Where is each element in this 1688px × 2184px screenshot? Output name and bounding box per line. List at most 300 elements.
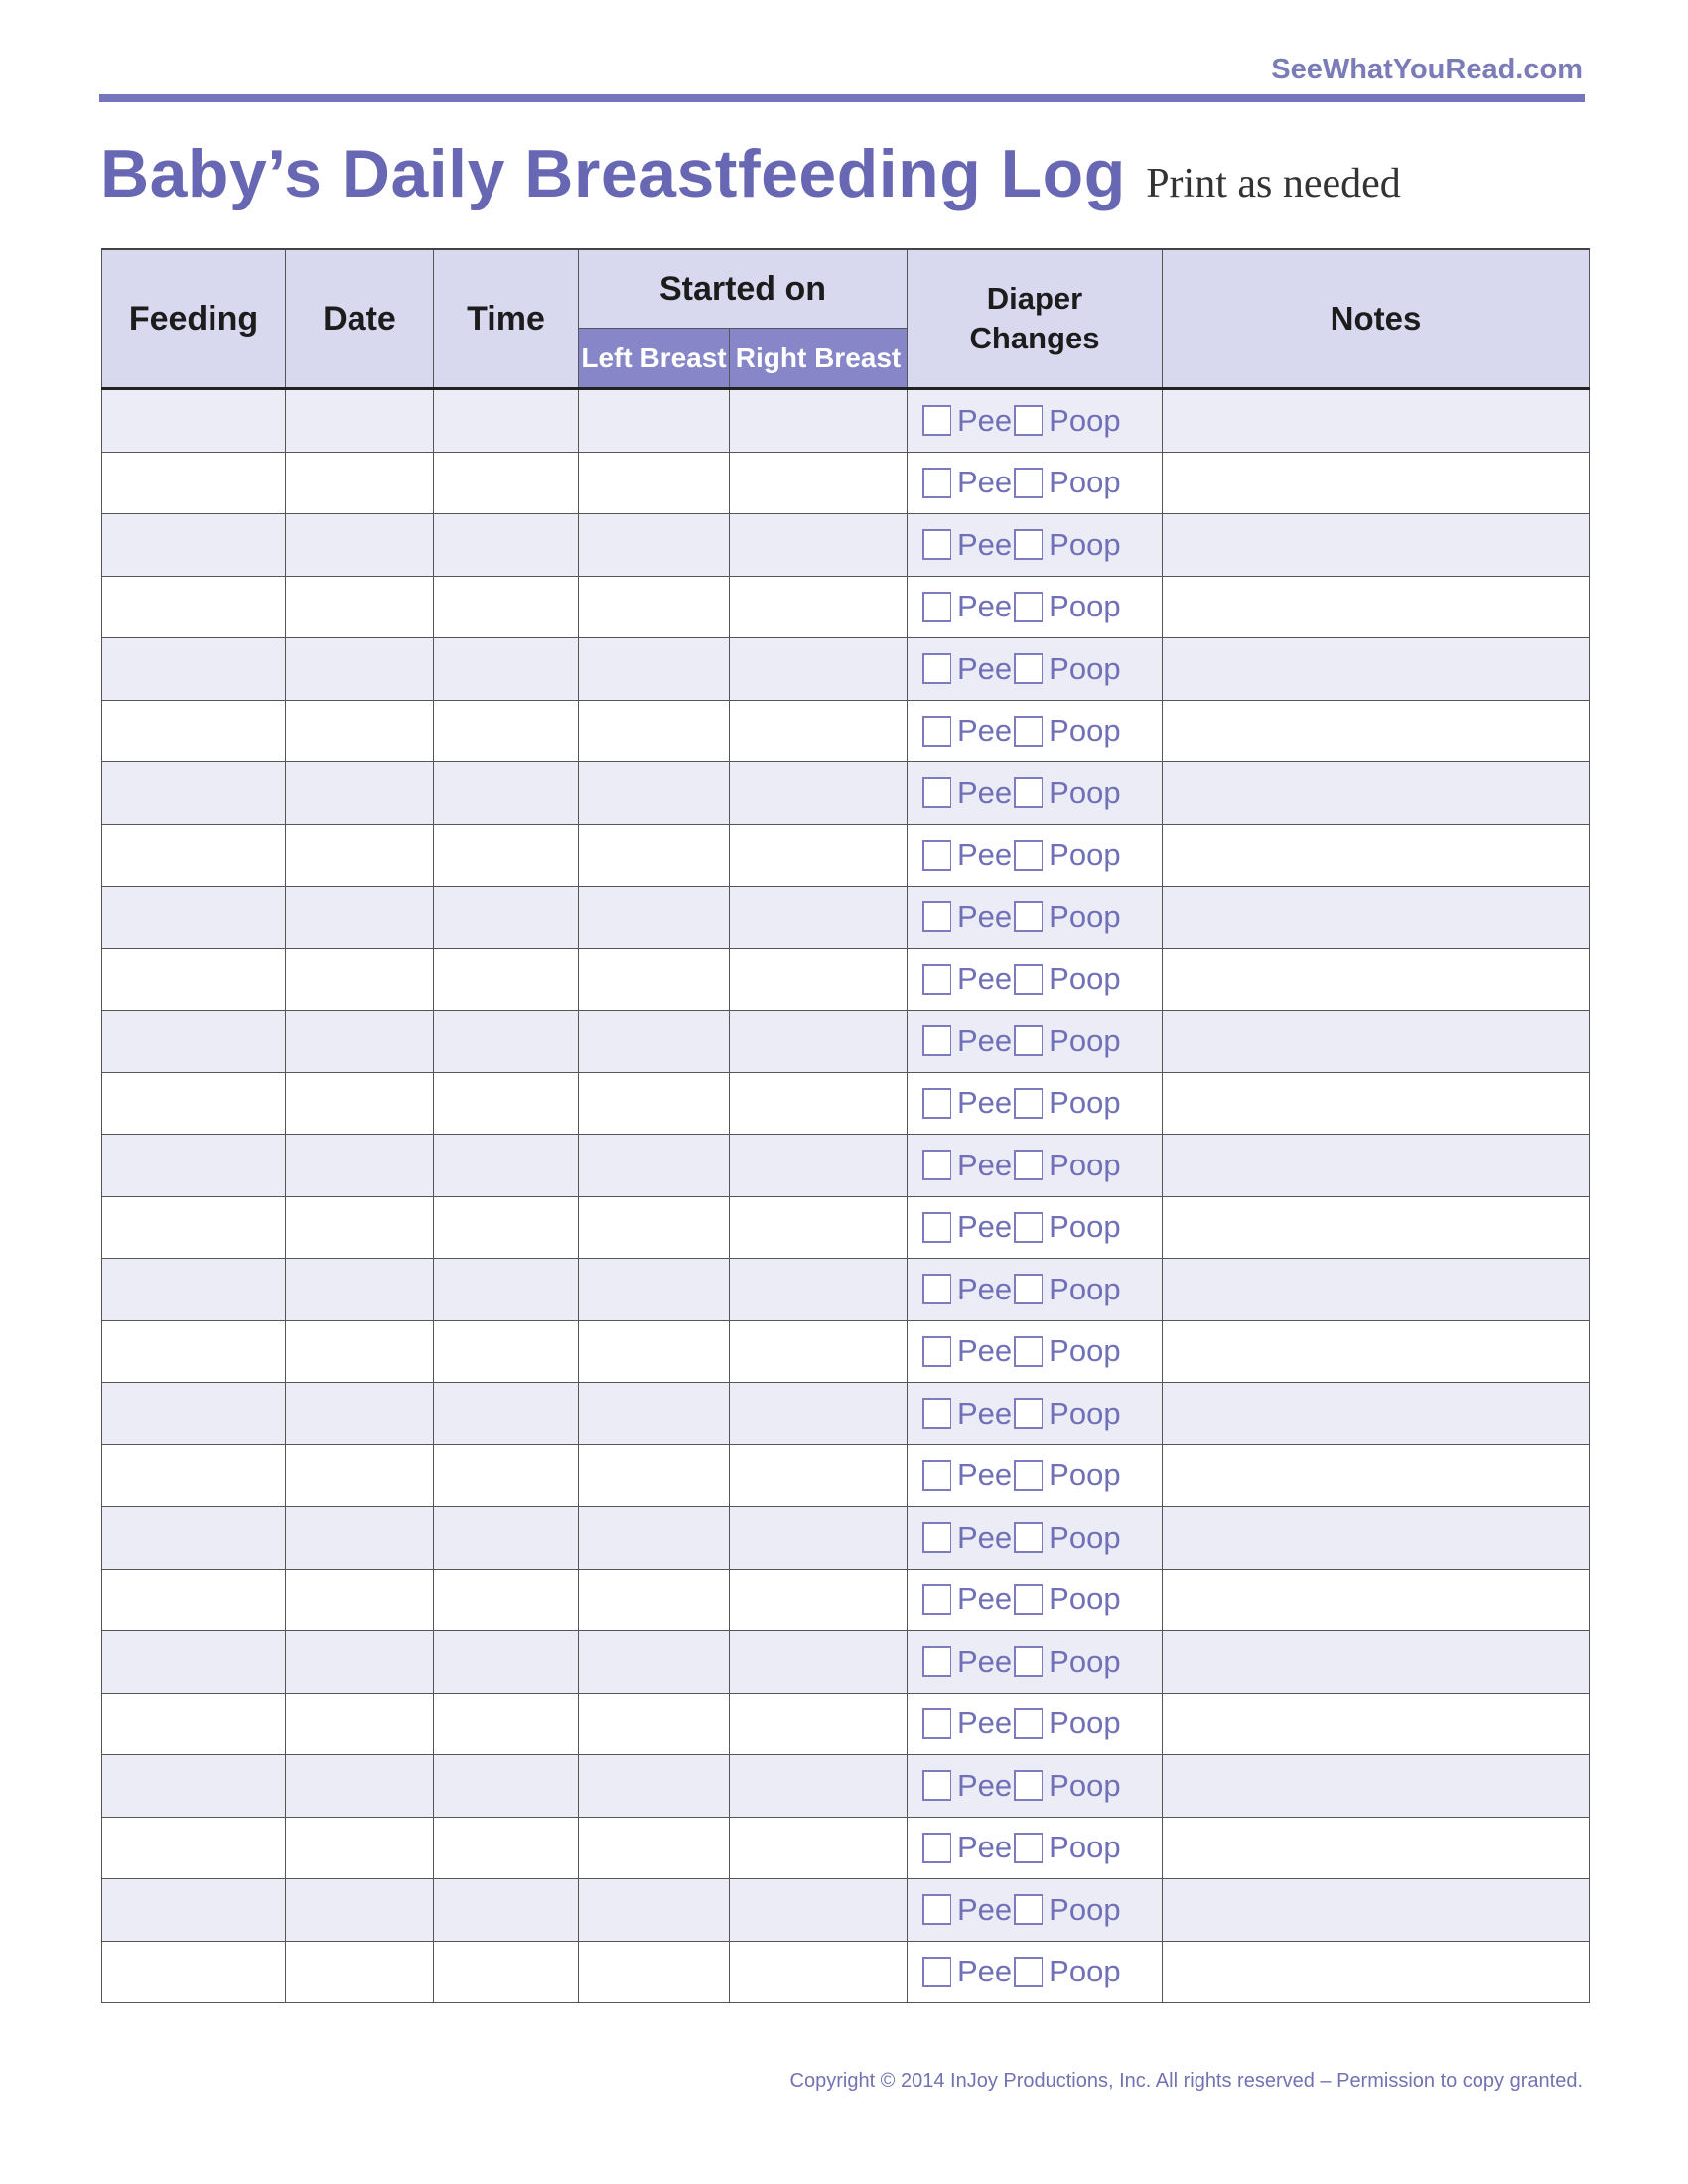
- feeding-cell[interactable]: [102, 452, 286, 514]
- left-breast-cell[interactable]: [579, 389, 730, 453]
- poop-label: Poop: [1049, 961, 1121, 997]
- table-row: [102, 514, 1590, 577]
- pee-checkbox[interactable]: [922, 653, 951, 684]
- poop-checkbox[interactable]: [1014, 1833, 1043, 1863]
- right-breast-cell[interactable]: [730, 1196, 908, 1259]
- table-row: [102, 1693, 1590, 1755]
- date-cell[interactable]: [286, 1444, 434, 1507]
- notes-cell[interactable]: [1163, 1941, 1590, 2003]
- site-url: SeeWhatYouRead.com: [1271, 54, 1583, 85]
- right-breast-cell[interactable]: [730, 638, 908, 701]
- left-breast-cell[interactable]: [579, 1817, 730, 1879]
- date-cell[interactable]: [286, 638, 434, 701]
- time-cell[interactable]: [434, 1259, 579, 1321]
- table-row: [102, 389, 1590, 453]
- pee-checkbox[interactable]: [922, 1522, 951, 1553]
- pee-label: Pee: [957, 465, 1013, 500]
- table-row: [102, 887, 1590, 949]
- table-row: [102, 700, 1590, 762]
- pee-checkbox[interactable]: [922, 1584, 951, 1615]
- date-cell[interactable]: [286, 824, 434, 887]
- notes-cell[interactable]: [1163, 1507, 1590, 1570]
- date-cell[interactable]: [286, 762, 434, 825]
- time-cell[interactable]: [434, 1941, 579, 2003]
- time-cell[interactable]: [434, 1507, 579, 1570]
- pee-checkbox[interactable]: [922, 1646, 951, 1677]
- poop-label: Poop: [1049, 1147, 1121, 1182]
- pee-checkbox[interactable]: [922, 1833, 951, 1863]
- right-breast-cell[interactable]: [730, 1631, 908, 1694]
- date-cell[interactable]: [286, 452, 434, 514]
- time-cell[interactable]: [434, 638, 579, 701]
- pee-label: Pee: [957, 1581, 1013, 1617]
- table-row: [102, 1444, 1590, 1507]
- pee-checkbox[interactable]: [922, 1025, 951, 1056]
- notes-cell[interactable]: [1163, 514, 1590, 577]
- poop-label: Poop: [1049, 774, 1121, 810]
- notes-cell[interactable]: [1163, 887, 1590, 949]
- diaper-changes-cell: [908, 1569, 1163, 1631]
- left-breast-cell[interactable]: [579, 1320, 730, 1383]
- column-header-time: Time: [434, 249, 579, 389]
- diaper-changes-cell: [908, 1631, 1163, 1694]
- feeding-cell[interactable]: [102, 1072, 286, 1135]
- table-row: [102, 1383, 1590, 1445]
- right-breast-cell[interactable]: [730, 1817, 908, 1879]
- diaper-changes-cell: [908, 887, 1163, 949]
- feeding-cell[interactable]: [102, 1320, 286, 1383]
- pee-checkbox[interactable]: [922, 964, 951, 995]
- date-cell[interactable]: [286, 1507, 434, 1570]
- feeding-cell[interactable]: [102, 576, 286, 638]
- notes-cell[interactable]: [1163, 1259, 1590, 1321]
- table-row: [102, 1011, 1590, 1073]
- diaper-changes-cell: [908, 1507, 1163, 1570]
- right-breast-cell[interactable]: [730, 824, 908, 887]
- poop-checkbox[interactable]: [1014, 840, 1043, 871]
- poop-checkbox[interactable]: [1014, 1646, 1043, 1677]
- notes-cell[interactable]: [1163, 1817, 1590, 1879]
- poop-checkbox[interactable]: [1014, 1894, 1043, 1925]
- time-cell[interactable]: [434, 887, 579, 949]
- column-header-right-breast: Right Breast: [730, 329, 908, 389]
- right-breast-cell[interactable]: [730, 1259, 908, 1321]
- poop-checkbox[interactable]: [1014, 1274, 1043, 1304]
- right-breast-cell[interactable]: [730, 389, 908, 453]
- right-breast-cell[interactable]: [730, 1135, 908, 1197]
- pee-checkbox[interactable]: [922, 1150, 951, 1180]
- poop-checkbox[interactable]: [1014, 592, 1043, 622]
- feeding-cell[interactable]: [102, 762, 286, 825]
- poop-label: Poop: [1049, 1333, 1121, 1369]
- left-breast-cell[interactable]: [579, 1259, 730, 1321]
- time-cell[interactable]: [434, 824, 579, 887]
- right-breast-cell[interactable]: [730, 1444, 908, 1507]
- notes-cell[interactable]: [1163, 762, 1590, 825]
- time-cell[interactable]: [434, 1444, 579, 1507]
- pee-label: Pee: [957, 1457, 1013, 1493]
- pee-checkbox[interactable]: [922, 1894, 951, 1925]
- feeding-cell[interactable]: [102, 1444, 286, 1507]
- date-cell[interactable]: [286, 1817, 434, 1879]
- column-header-diaper-changes: [908, 249, 1163, 389]
- time-cell[interactable]: [434, 576, 579, 638]
- table-row: [102, 1569, 1590, 1631]
- time-cell[interactable]: [434, 1011, 579, 1073]
- table-row: [102, 948, 1590, 1011]
- time-cell[interactable]: [434, 1879, 579, 1942]
- right-breast-cell[interactable]: [730, 1383, 908, 1445]
- time-cell[interactable]: [434, 1196, 579, 1259]
- date-cell[interactable]: [286, 514, 434, 577]
- poop-checkbox[interactable]: [1014, 529, 1043, 560]
- poop-label: Poop: [1049, 713, 1121, 749]
- time-cell[interactable]: [434, 762, 579, 825]
- notes-cell[interactable]: [1163, 1569, 1590, 1631]
- poop-checkbox[interactable]: [1014, 1708, 1043, 1739]
- table-row: [102, 1941, 1590, 2003]
- poop-checkbox[interactable]: [1014, 1957, 1043, 1987]
- right-breast-cell[interactable]: [730, 1879, 908, 1942]
- pee-label: Pee: [957, 837, 1013, 873]
- right-breast-cell[interactable]: [730, 452, 908, 514]
- diaper-changes-cell: [908, 1879, 1163, 1942]
- time-cell[interactable]: [434, 389, 579, 453]
- poop-checkbox[interactable]: [1014, 1770, 1043, 1801]
- notes-cell[interactable]: [1163, 576, 1590, 638]
- diaper-changes-cell: [908, 1444, 1163, 1507]
- table-row: [102, 638, 1590, 701]
- right-breast-cell[interactable]: [730, 762, 908, 825]
- time-cell[interactable]: [434, 1320, 579, 1383]
- log-rows: [102, 389, 1590, 2003]
- time-cell[interactable]: [434, 1817, 579, 1879]
- time-cell[interactable]: [434, 1383, 579, 1445]
- poop-label: Poop: [1049, 1767, 1121, 1803]
- left-breast-cell[interactable]: [579, 576, 730, 638]
- poop-checkbox[interactable]: [1014, 653, 1043, 684]
- notes-cell[interactable]: [1163, 1196, 1590, 1259]
- left-breast-cell[interactable]: [579, 1072, 730, 1135]
- feeding-cell[interactable]: [102, 700, 286, 762]
- time-cell[interactable]: [434, 1569, 579, 1631]
- table-row: [102, 576, 1590, 638]
- date-cell[interactable]: [286, 1693, 434, 1755]
- right-breast-cell[interactable]: [730, 887, 908, 949]
- feeding-cell[interactable]: [102, 1011, 286, 1073]
- pee-checkbox[interactable]: [922, 777, 951, 808]
- diaper-header-line2: Changes: [969, 321, 1100, 355]
- pee-checkbox[interactable]: [922, 1957, 951, 1987]
- notes-cell[interactable]: [1163, 1320, 1590, 1383]
- date-cell[interactable]: [286, 1320, 434, 1383]
- left-breast-cell[interactable]: [579, 452, 730, 514]
- pee-label: Pee: [957, 1333, 1013, 1369]
- left-breast-cell[interactable]: [579, 1011, 730, 1073]
- pee-checkbox[interactable]: [922, 1708, 951, 1739]
- right-breast-cell[interactable]: [730, 1941, 908, 2003]
- poop-checkbox[interactable]: [1014, 1460, 1043, 1491]
- time-cell[interactable]: [434, 1135, 579, 1197]
- feeding-cell[interactable]: [102, 948, 286, 1011]
- left-breast-cell[interactable]: [579, 887, 730, 949]
- date-cell[interactable]: [286, 1941, 434, 2003]
- left-breast-cell[interactable]: [579, 948, 730, 1011]
- poop-checkbox[interactable]: [1014, 716, 1043, 747]
- table-row: [102, 1631, 1590, 1694]
- date-cell[interactable]: [286, 1259, 434, 1321]
- poop-label: Poop: [1049, 898, 1121, 934]
- poop-label: Poop: [1049, 1085, 1121, 1121]
- left-breast-cell[interactable]: [579, 638, 730, 701]
- time-cell[interactable]: [434, 1631, 579, 1694]
- date-cell[interactable]: [286, 1383, 434, 1445]
- notes-cell[interactable]: [1163, 700, 1590, 762]
- notes-cell[interactable]: [1163, 1135, 1590, 1197]
- poop-label: Poop: [1049, 1891, 1121, 1927]
- left-breast-cell[interactable]: [579, 1631, 730, 1694]
- left-breast-cell[interactable]: [579, 1755, 730, 1818]
- date-cell[interactable]: [286, 1569, 434, 1631]
- pee-checkbox[interactable]: [922, 716, 951, 747]
- poop-label: Poop: [1049, 1830, 1121, 1865]
- pee-label: Pee: [957, 713, 1013, 749]
- right-breast-cell[interactable]: [730, 1507, 908, 1570]
- notes-cell[interactable]: [1163, 638, 1590, 701]
- pee-checkbox[interactable]: [922, 1274, 951, 1304]
- header-divider: [99, 94, 1585, 102]
- column-header-feeding: Feeding: [102, 249, 286, 389]
- diaper-changes-cell: [908, 1320, 1163, 1383]
- pee-checkbox[interactable]: [922, 468, 951, 498]
- poop-checkbox[interactable]: [1014, 1522, 1043, 1553]
- diaper-changes-cell: [908, 1135, 1163, 1197]
- notes-cell[interactable]: [1163, 948, 1590, 1011]
- feeding-cell[interactable]: [102, 389, 286, 453]
- notes-cell[interactable]: [1163, 1631, 1590, 1694]
- feeding-cell[interactable]: [102, 887, 286, 949]
- feeding-cell[interactable]: [102, 514, 286, 577]
- poop-checkbox[interactable]: [1014, 1584, 1043, 1615]
- notes-cell[interactable]: [1163, 1444, 1590, 1507]
- left-breast-cell[interactable]: [579, 1444, 730, 1507]
- table-row: [102, 1879, 1590, 1942]
- poop-checkbox[interactable]: [1014, 901, 1043, 932]
- poop-label: Poop: [1049, 650, 1121, 686]
- table-row: [102, 1507, 1590, 1570]
- feeding-cell[interactable]: [102, 1879, 286, 1942]
- left-breast-cell[interactable]: [579, 514, 730, 577]
- poop-label: Poop: [1049, 1457, 1121, 1493]
- diaper-changes-cell: [908, 1072, 1163, 1135]
- notes-cell[interactable]: [1163, 1072, 1590, 1135]
- pee-label: Pee: [957, 1643, 1013, 1679]
- date-cell[interactable]: [286, 700, 434, 762]
- feeding-cell[interactable]: [102, 1631, 286, 1694]
- pee-label: Pee: [957, 1271, 1013, 1306]
- notes-cell[interactable]: [1163, 824, 1590, 887]
- feeding-cell[interactable]: [102, 638, 286, 701]
- date-cell[interactable]: [286, 1631, 434, 1694]
- feeding-log-table: [101, 248, 1590, 2003]
- left-breast-cell[interactable]: [579, 1196, 730, 1259]
- pee-checkbox[interactable]: [922, 1088, 951, 1119]
- diaper-changes-cell: [908, 1941, 1163, 2003]
- time-cell[interactable]: [434, 1072, 579, 1135]
- left-breast-cell[interactable]: [579, 1135, 730, 1197]
- date-cell[interactable]: [286, 576, 434, 638]
- feeding-cell[interactable]: [102, 1507, 286, 1570]
- pee-label: Pee: [957, 1085, 1013, 1121]
- time-cell[interactable]: [434, 948, 579, 1011]
- pee-label: Pee: [957, 1023, 1013, 1058]
- date-cell[interactable]: [286, 1135, 434, 1197]
- left-breast-cell[interactable]: [579, 1569, 730, 1631]
- pee-checkbox[interactable]: [922, 1398, 951, 1429]
- pee-checkbox[interactable]: [922, 1460, 951, 1491]
- time-cell[interactable]: [434, 514, 579, 577]
- feeding-cell[interactable]: [102, 1569, 286, 1631]
- right-breast-cell[interactable]: [730, 1320, 908, 1383]
- pee-label: Pee: [957, 1954, 1013, 1989]
- poop-checkbox[interactable]: [1014, 468, 1043, 498]
- feeding-cell[interactable]: [102, 1135, 286, 1197]
- feeding-cell[interactable]: [102, 1755, 286, 1818]
- notes-cell[interactable]: [1163, 452, 1590, 514]
- table-row: [102, 1259, 1590, 1321]
- poop-label: Poop: [1049, 1519, 1121, 1555]
- left-breast-cell[interactable]: [579, 1693, 730, 1755]
- pee-checkbox[interactable]: [922, 840, 951, 871]
- feeding-cell[interactable]: [102, 1383, 286, 1445]
- right-breast-cell[interactable]: [730, 1755, 908, 1818]
- left-breast-cell[interactable]: [579, 762, 730, 825]
- table-row: [102, 452, 1590, 514]
- notes-cell[interactable]: [1163, 1383, 1590, 1445]
- diaper-changes-cell: [908, 576, 1163, 638]
- diaper-changes-cell: [908, 762, 1163, 825]
- date-cell[interactable]: [286, 1072, 434, 1135]
- poop-label: Poop: [1049, 589, 1121, 624]
- diaper-changes-cell: [908, 452, 1163, 514]
- pee-checkbox[interactable]: [922, 1336, 951, 1367]
- time-cell[interactable]: [434, 1693, 579, 1755]
- pee-checkbox[interactable]: [922, 529, 951, 560]
- poop-checkbox[interactable]: [1014, 1025, 1043, 1056]
- diaper-changes-cell: [908, 1011, 1163, 1073]
- time-cell[interactable]: [434, 452, 579, 514]
- time-cell[interactable]: [434, 1755, 579, 1818]
- poop-label: Poop: [1049, 526, 1121, 562]
- pee-checkbox[interactable]: [922, 592, 951, 622]
- left-breast-cell[interactable]: [579, 1507, 730, 1570]
- feeding-cell[interactable]: [102, 1259, 286, 1321]
- date-cell[interactable]: [286, 389, 434, 453]
- poop-checkbox[interactable]: [1014, 405, 1043, 436]
- date-cell[interactable]: [286, 1755, 434, 1818]
- right-breast-cell[interactable]: [730, 1569, 908, 1631]
- left-breast-cell[interactable]: [579, 700, 730, 762]
- left-breast-cell[interactable]: [579, 1941, 730, 2003]
- feeding-cell[interactable]: [102, 824, 286, 887]
- poop-label: Poop: [1049, 402, 1121, 438]
- poop-label: Poop: [1049, 1395, 1121, 1431]
- notes-cell[interactable]: [1163, 1011, 1590, 1073]
- pee-label: Pee: [957, 898, 1013, 934]
- poop-checkbox[interactable]: [1014, 777, 1043, 808]
- copyright-notice: Copyright © 2014 InJoy Productions, Inc. All rights reserved – Permission to copy granted.: [789, 2070, 1583, 2092]
- diaper-changes-cell: [908, 1755, 1163, 1818]
- poop-label: Poop: [1049, 837, 1121, 873]
- poop-label: Poop: [1049, 1706, 1121, 1741]
- left-breast-cell[interactable]: [579, 1879, 730, 1942]
- diaper-changes-cell: [908, 700, 1163, 762]
- right-breast-cell[interactable]: [730, 1072, 908, 1135]
- page-title: Baby’s Daily Breastfeeding Log: [100, 136, 1126, 211]
- notes-cell[interactable]: [1163, 389, 1590, 453]
- pee-label: Pee: [957, 1891, 1013, 1927]
- diaper-header-line1: Diaper: [986, 281, 1083, 316]
- feeding-cell[interactable]: [102, 1196, 286, 1259]
- time-cell[interactable]: [434, 700, 579, 762]
- date-cell[interactable]: [286, 1011, 434, 1073]
- column-header-date: Date: [286, 249, 434, 389]
- poop-label: Poop: [1049, 465, 1121, 500]
- feeding-cell[interactable]: [102, 1693, 286, 1755]
- poop-checkbox[interactable]: [1014, 1398, 1043, 1429]
- right-breast-cell[interactable]: [730, 700, 908, 762]
- right-breast-cell[interactable]: [730, 514, 908, 577]
- poop-checkbox[interactable]: [1014, 1088, 1043, 1119]
- pee-checkbox[interactable]: [922, 1770, 951, 1801]
- date-cell[interactable]: [286, 948, 434, 1011]
- notes-cell[interactable]: [1163, 1755, 1590, 1818]
- poop-checkbox[interactable]: [1014, 1212, 1043, 1243]
- date-cell[interactable]: [286, 1196, 434, 1259]
- feeding-cell[interactable]: [102, 1817, 286, 1879]
- diaper-changes-cell: [908, 1259, 1163, 1321]
- poop-label: Poop: [1049, 1209, 1121, 1245]
- notes-cell[interactable]: [1163, 1879, 1590, 1942]
- left-breast-cell[interactable]: [579, 1383, 730, 1445]
- table-row: [102, 824, 1590, 887]
- pee-checkbox[interactable]: [922, 901, 951, 932]
- left-breast-cell[interactable]: [579, 824, 730, 887]
- right-breast-cell[interactable]: [730, 948, 908, 1011]
- table-row: [102, 1817, 1590, 1879]
- table-row: [102, 1755, 1590, 1818]
- poop-checkbox[interactable]: [1014, 1336, 1043, 1367]
- date-cell[interactable]: [286, 887, 434, 949]
- page-subtitle: Print as needed: [1146, 161, 1401, 206]
- pee-checkbox[interactable]: [922, 405, 951, 436]
- right-breast-cell[interactable]: [730, 1011, 908, 1073]
- title-row: [100, 135, 1401, 212]
- poop-checkbox[interactable]: [1014, 1150, 1043, 1180]
- right-breast-cell[interactable]: [730, 576, 908, 638]
- pee-label: Pee: [957, 1767, 1013, 1803]
- right-breast-cell[interactable]: [730, 1693, 908, 1755]
- pee-checkbox[interactable]: [922, 1212, 951, 1243]
- feeding-cell[interactable]: [102, 1941, 286, 2003]
- date-cell[interactable]: [286, 1879, 434, 1942]
- poop-checkbox[interactable]: [1014, 964, 1043, 995]
- diaper-changes-cell: [908, 1383, 1163, 1445]
- poop-label: Poop: [1049, 1271, 1121, 1306]
- pee-label: Pee: [957, 650, 1013, 686]
- diaper-changes-cell: [908, 824, 1163, 887]
- notes-cell[interactable]: [1163, 1693, 1590, 1755]
